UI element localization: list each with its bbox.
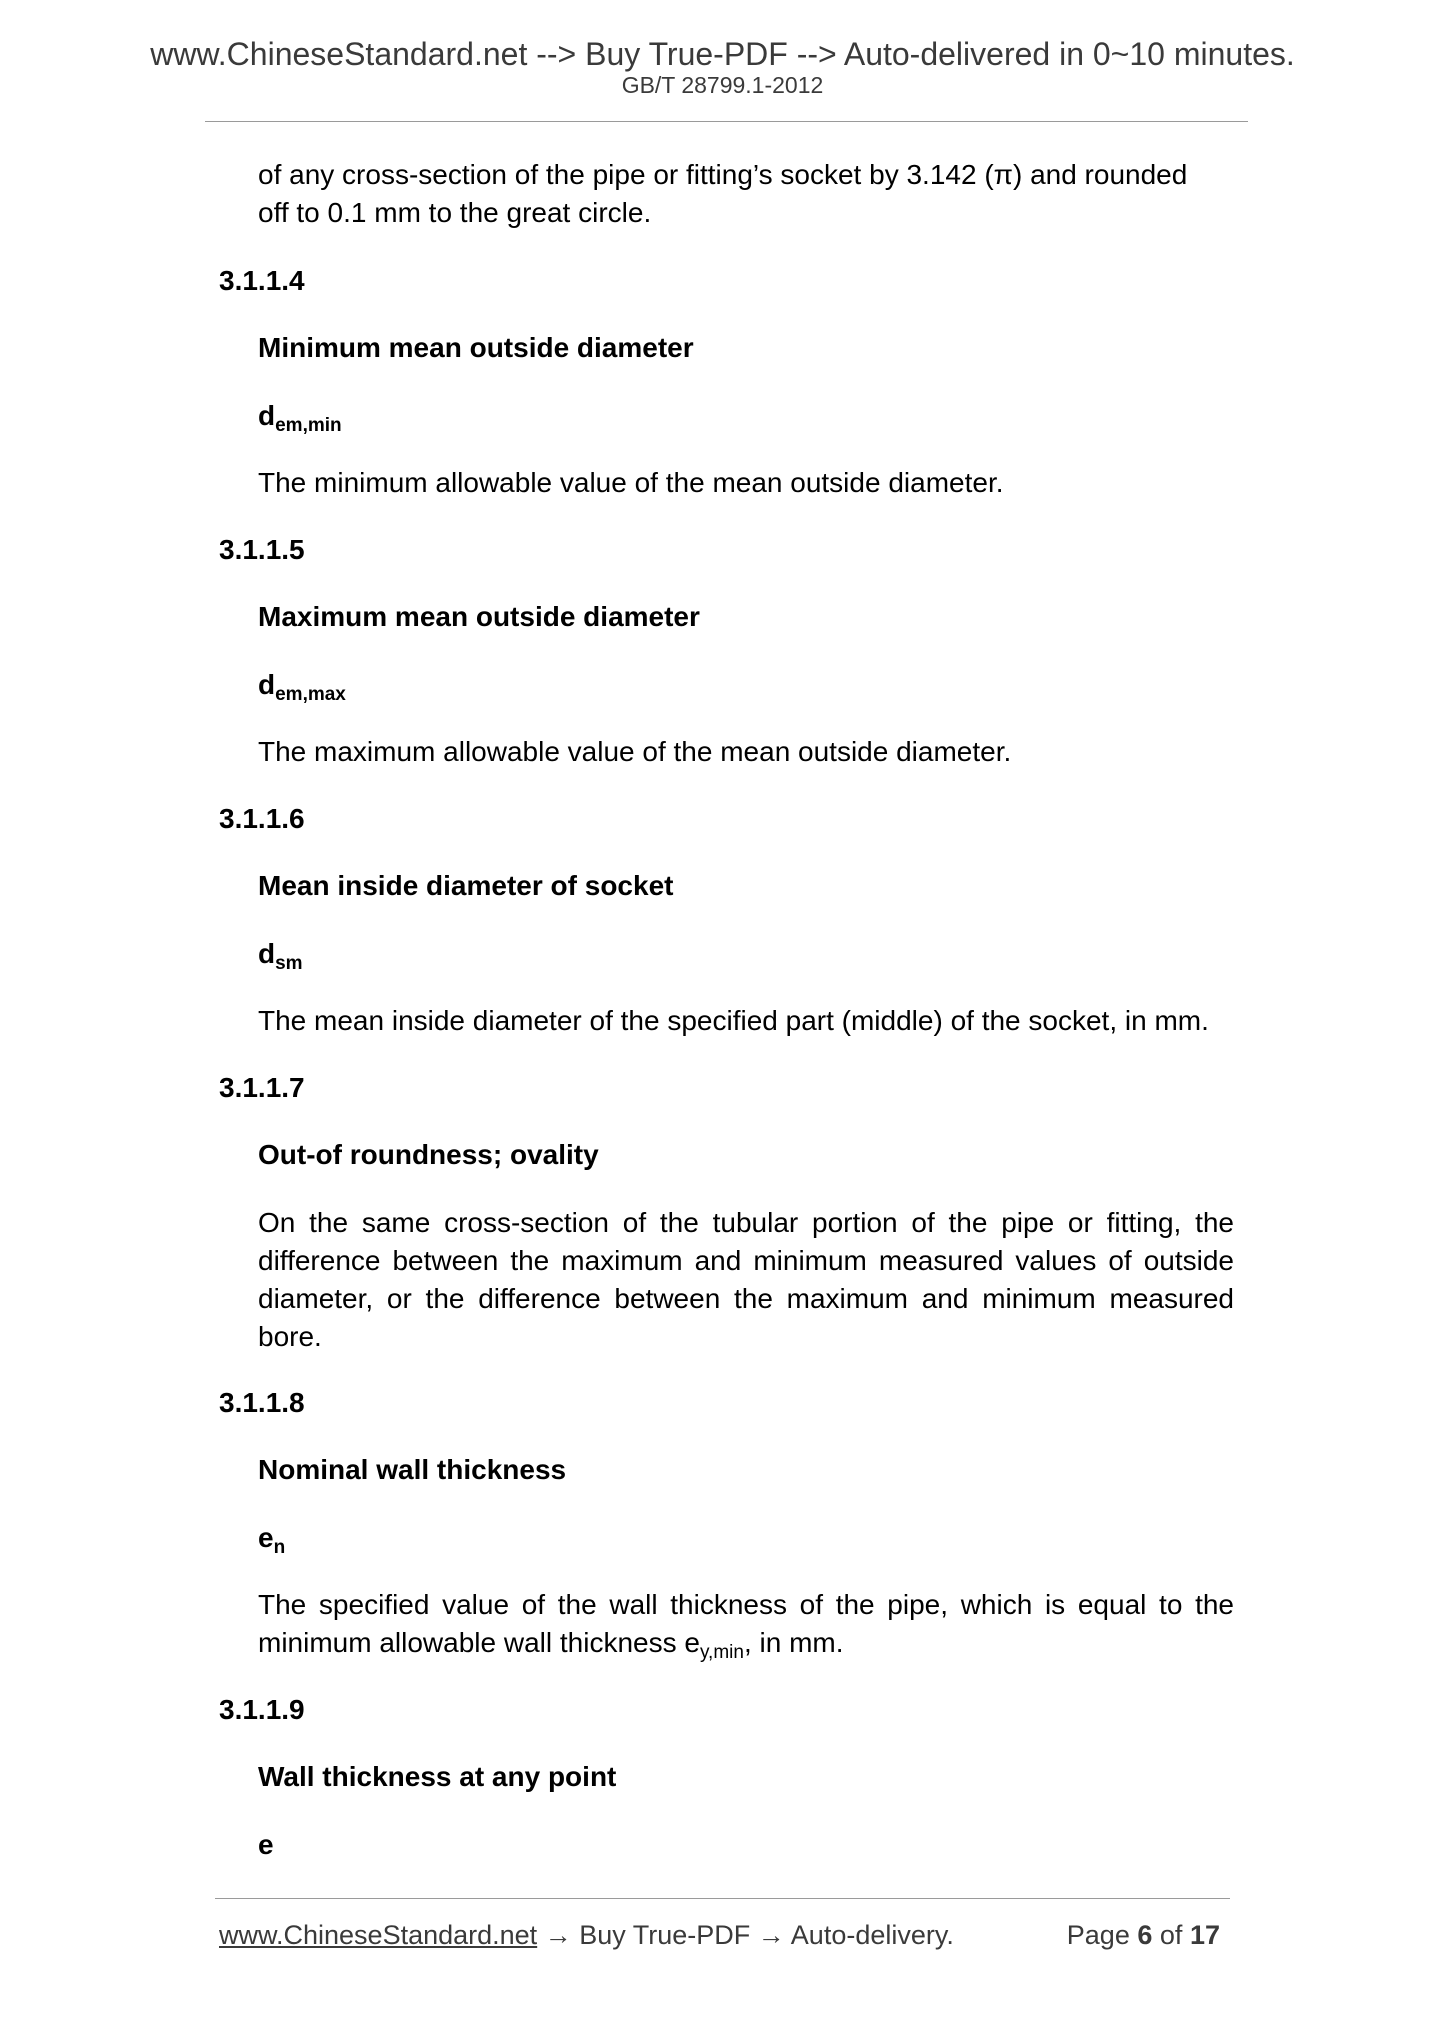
arrow-icon: → [544, 1920, 572, 1950]
page-total: 17 [1189, 1920, 1220, 1950]
page-number [1067, 1916, 1220, 1954]
term-definition: The maximum allowable value of the mean outside diameter. [258, 736, 1012, 767]
term-title: Wall thickness at any point [258, 1761, 617, 1792]
clause-number: 3.1.1.4 [219, 265, 305, 296]
page-current: 6 [1137, 1920, 1153, 1950]
footer-divider [215, 1898, 1230, 1899]
term-definition [258, 1204, 1234, 1356]
term-title: Mean inside diameter of socket [258, 870, 674, 901]
definition-text: , in mm. [743, 1627, 844, 1658]
term-title: Out-of roundness; ovality [258, 1139, 599, 1170]
clause-number: 3.1.1.6 [219, 803, 305, 834]
term-symbol [258, 1519, 285, 1557]
term-symbol [258, 397, 342, 435]
clause-number: 3.1.1.7 [219, 1072, 305, 1103]
term-definition: The minimum allowable value of the mean outside diameter. [258, 467, 1004, 498]
clause-number: 3.1.1.5 [219, 534, 305, 565]
symbol-base: d [258, 938, 276, 969]
symbol-subscript: em,max [275, 684, 346, 705]
header-divider [205, 121, 1248, 122]
definition-line: On the same cross-section of the tubular portion of the pipe or fitting, the [258, 1207, 1234, 1238]
term-symbol [258, 935, 303, 973]
symbol-base: d [258, 400, 276, 431]
clause-number: 3.1.1.8 [219, 1387, 305, 1418]
term-title: Nominal wall thickness [258, 1454, 567, 1485]
symbol-subscript: em,min [275, 415, 342, 436]
site-banner: www.ChineseStandard.net --> Buy True-PDF --> Auto-delivered in 0~10 minutes. [150, 36, 1295, 72]
definition-line: The specified value of the wall thickness of the pipe, which is equal to the [258, 1589, 1234, 1620]
definition-text: minimum allowable wall thickness e [258, 1627, 700, 1658]
buy-text: Buy True-PDF [579, 1920, 751, 1950]
definition-line [258, 1624, 1234, 1662]
clause-number: 3.1.1.9 [219, 1694, 305, 1725]
symbol-base: e [258, 1522, 274, 1553]
term-title: Minimum mean outside diameter [258, 332, 694, 363]
definition-subscript: y,min [699, 1642, 744, 1663]
footer-promo [219, 1916, 954, 1954]
delivery-text: Auto-delivery. [790, 1920, 954, 1950]
symbol-base: d [258, 669, 276, 700]
continuation-line-2: off to 0.1 mm to the great circle. [258, 197, 652, 228]
definition-line: diameter, or the difference between the maximum and minimum measured [258, 1283, 1234, 1314]
definition-line: difference between the maximum and minimum measured values of outside [258, 1245, 1234, 1276]
term-title: Maximum mean outside diameter [258, 601, 700, 632]
term-symbol: e [258, 1829, 274, 1860]
definition-line: bore. [258, 1321, 322, 1352]
page-of: of [1159, 1920, 1183, 1950]
page-label: Page [1066, 1920, 1130, 1950]
symbol-subscript: n [273, 1537, 286, 1558]
arrow-icon: → [757, 1920, 785, 1950]
symbol-subscript: sm [275, 953, 303, 974]
term-definition [258, 1586, 1234, 1662]
standard-code: GB/T 28799.1-2012 [621, 72, 824, 98]
continuation-line-1: of any cross-section of the pipe or fitting’s socket by 3.142 (π) and rounded [258, 159, 1188, 190]
term-symbol [258, 666, 346, 704]
term-definition: The mean inside diameter of the specified part (middle) of the socket, in mm. [258, 1005, 1209, 1036]
site-link[interactable]: www.ChineseStandard.net [219, 1920, 538, 1950]
